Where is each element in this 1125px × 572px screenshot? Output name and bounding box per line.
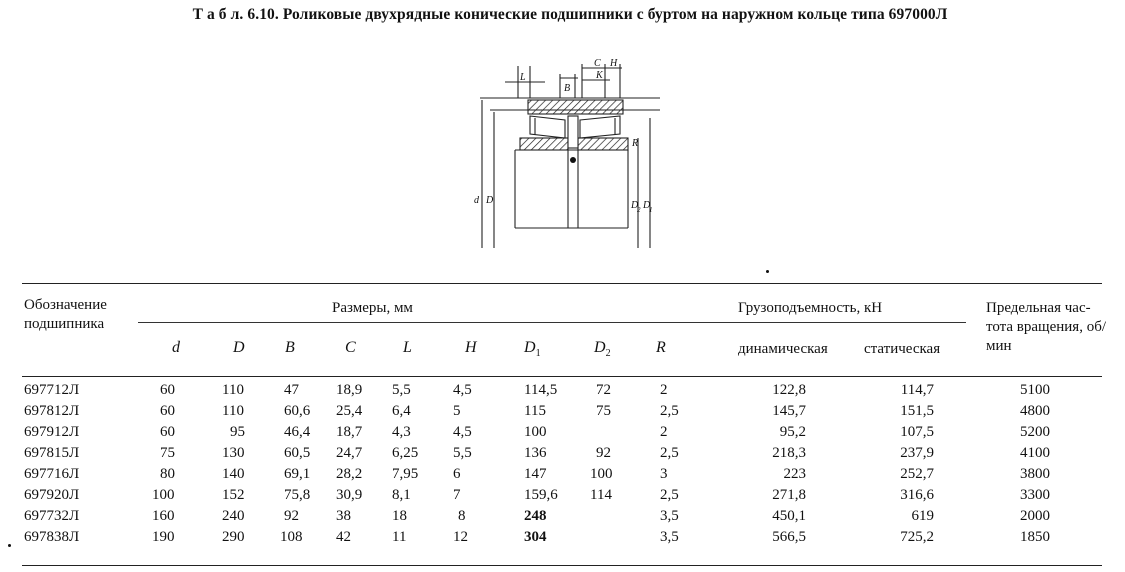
cell-static: 316,6	[900, 487, 934, 503]
cell-dynamic: 95,2	[779, 424, 806, 440]
cell-static: 114,7	[900, 382, 934, 398]
cell-D1: 115	[524, 403, 546, 419]
cell-speed: 2000	[1020, 508, 1050, 524]
cell-d: 60	[160, 424, 175, 440]
cell-d: 60	[160, 382, 175, 398]
cell-B: 75,8	[284, 487, 311, 503]
header-symbol-d: d	[172, 339, 180, 356]
drawing-label-L: L	[520, 72, 526, 83]
cell-B: 108	[280, 529, 303, 545]
cell-B: 69,1	[284, 466, 311, 482]
cell-C: 18,9	[336, 382, 363, 398]
cell-H: 4,5	[453, 382, 472, 398]
table-top-rule	[22, 283, 1102, 284]
cell-d: 100	[152, 487, 175, 503]
cell-C: 18,7	[336, 424, 363, 440]
cell-C: 42	[336, 529, 351, 545]
cell-d: 80	[160, 466, 175, 482]
header-static: статическая	[864, 341, 941, 357]
drawing-label-R: R	[632, 138, 639, 149]
drawing-label-H: H	[610, 58, 618, 69]
cell-R: 3,5	[660, 529, 679, 545]
cell-R: 2,5	[660, 487, 679, 503]
cell-L: 6,4	[392, 403, 411, 419]
drawing-label-D: D	[486, 195, 494, 206]
cell-L: 4,3	[392, 424, 411, 440]
cell-D: 140	[222, 466, 245, 482]
cell-D: 95	[230, 424, 245, 440]
cell-d: 75	[160, 445, 175, 461]
cell-B: 60,6	[284, 403, 311, 419]
cell-designation: 697732Л	[24, 508, 80, 524]
header-symbol-C: C	[345, 339, 356, 356]
cell-speed: 4100	[1020, 445, 1050, 461]
cell-B: 47	[284, 382, 299, 398]
drawing-label-C: C	[594, 58, 601, 69]
cell-D1: 100	[524, 424, 547, 440]
cell-D1: 147	[524, 466, 547, 482]
cell-L: 7,95	[392, 466, 419, 482]
drawing-label-D2: D	[631, 200, 639, 211]
cell-static: 619	[911, 508, 934, 524]
cell-speed: 3800	[1020, 466, 1050, 482]
cell-d: 190	[152, 529, 175, 545]
cell-L: 8,1	[392, 487, 411, 503]
header-symbol-L: L	[403, 339, 412, 356]
cell-H: 8	[458, 508, 466, 524]
cell-H: 6	[453, 466, 461, 482]
drawing-label-D1: D	[643, 200, 651, 211]
drawing-label-D2-sub: 2	[637, 206, 641, 214]
cell-H: 12	[453, 529, 468, 545]
cell-D: 130	[222, 445, 245, 461]
header-symbol-D2: $D_2$	[594, 339, 611, 360]
header-speed: Предельная час- тота вращения, об/мин	[986, 300, 1107, 354]
cell-D1: 159,6	[524, 487, 558, 503]
cell-speed: 3300	[1020, 487, 1050, 503]
cell-D: 240	[222, 508, 245, 524]
cell-d: 60	[160, 403, 175, 419]
cell-C: 24,7	[336, 445, 363, 461]
bearing-drawing	[460, 58, 680, 258]
cell-R: 2,5	[660, 445, 679, 461]
cell-R: 2	[660, 382, 668, 398]
cell-speed: 4800	[1020, 403, 1050, 419]
cell-L: 11	[392, 529, 407, 545]
cell-L: 18	[392, 508, 407, 524]
cell-C: 30,9	[336, 487, 363, 503]
cell-D2: 114	[590, 487, 612, 503]
cell-designation: 697815Л	[24, 445, 80, 461]
cell-static: 151,5	[900, 403, 934, 419]
cell-speed: 1850	[1020, 529, 1050, 545]
cell-R: 3	[660, 466, 668, 482]
cell-speed: 5200	[1020, 424, 1050, 440]
header-designation: Обозначение подшипника	[24, 297, 107, 332]
cell-D: 290	[222, 529, 245, 545]
cell-D1: 114,5	[524, 382, 558, 398]
cell-R: 2,5	[660, 403, 679, 419]
cell-designation: 697838Л	[24, 529, 80, 545]
cell-designation: 697716Л	[24, 466, 80, 482]
header-dimensions: Размеры, мм	[332, 300, 413, 316]
cell-designation: 697920Л	[24, 487, 80, 503]
cell-dynamic: 145,7	[772, 403, 806, 419]
cell-D2: 92	[596, 445, 611, 461]
cell-dynamic: 271,8	[772, 487, 806, 503]
header-bottom-rule	[22, 376, 1102, 377]
cell-D: 152	[222, 487, 245, 503]
cell-L: 6,25	[392, 445, 419, 461]
cell-C: 28,2	[336, 466, 363, 482]
cell-static: 725,2	[900, 529, 934, 545]
cell-D1: 248	[524, 508, 547, 524]
cell-H: 4,5	[453, 424, 472, 440]
cell-D2: 72	[596, 382, 611, 398]
cell-static: 252,7	[900, 466, 934, 482]
cell-dynamic: 122,8	[772, 382, 806, 398]
drawing-label-K: K	[596, 70, 603, 81]
cell-H: 5,5	[453, 445, 472, 461]
cell-R: 2	[660, 424, 668, 440]
cell-B: 92	[284, 508, 299, 524]
cell-B: 60,5	[284, 445, 311, 461]
header-symbol-B: B	[285, 339, 295, 356]
cell-H: 5	[453, 403, 461, 419]
cell-D2: 100	[590, 466, 613, 482]
table-bottom-rule	[22, 565, 1102, 566]
cell-static: 107,5	[900, 424, 934, 440]
scan-dot	[8, 544, 11, 547]
header-symbol-D1: $D_1$	[524, 339, 541, 360]
cell-dynamic: 566,5	[772, 529, 806, 545]
cell-R: 3,5	[660, 508, 679, 524]
cell-static: 237,9	[900, 445, 934, 461]
cell-H: 7	[453, 487, 461, 503]
cell-C: 25,4	[336, 403, 363, 419]
drawing-label-D1-sub: 1	[649, 206, 653, 214]
header-dynamic: динамическая	[738, 341, 828, 357]
header-symbol-H: H	[465, 339, 477, 356]
header-capacity: Грузоподъемность, кН	[738, 300, 883, 316]
cell-d: 160	[152, 508, 175, 524]
cell-dynamic: 450,1	[772, 508, 806, 524]
header-sub-rule	[138, 322, 966, 323]
table-title: Т а б л. 6.10. Роликовые двухрядные конические подшипники с буртом на наружном кольце типа 697000Л	[192, 6, 948, 23]
cell-D: 110	[222, 403, 244, 419]
cell-D2: 75	[596, 403, 611, 419]
header-symbol-D: D	[233, 339, 245, 356]
cell-dynamic: 223	[783, 466, 806, 482]
drawing-label-d: d	[474, 195, 479, 206]
scan-dot	[766, 270, 769, 273]
cell-designation: 697812Л	[24, 403, 80, 419]
drawing-label-B: B	[564, 83, 571, 94]
cell-B: 46,4	[284, 424, 311, 440]
cell-D: 110	[222, 382, 244, 398]
cell-C: 38	[336, 508, 351, 524]
cell-D1: 136	[524, 445, 547, 461]
cell-speed: 5100	[1020, 382, 1050, 398]
cell-L: 5,5	[392, 382, 411, 398]
cell-dynamic: 218,3	[772, 445, 806, 461]
header-symbol-R: R	[656, 339, 666, 356]
cell-designation: 697912Л	[24, 424, 80, 440]
cell-D1: 304	[524, 529, 547, 545]
cell-designation: 697712Л	[24, 382, 80, 398]
